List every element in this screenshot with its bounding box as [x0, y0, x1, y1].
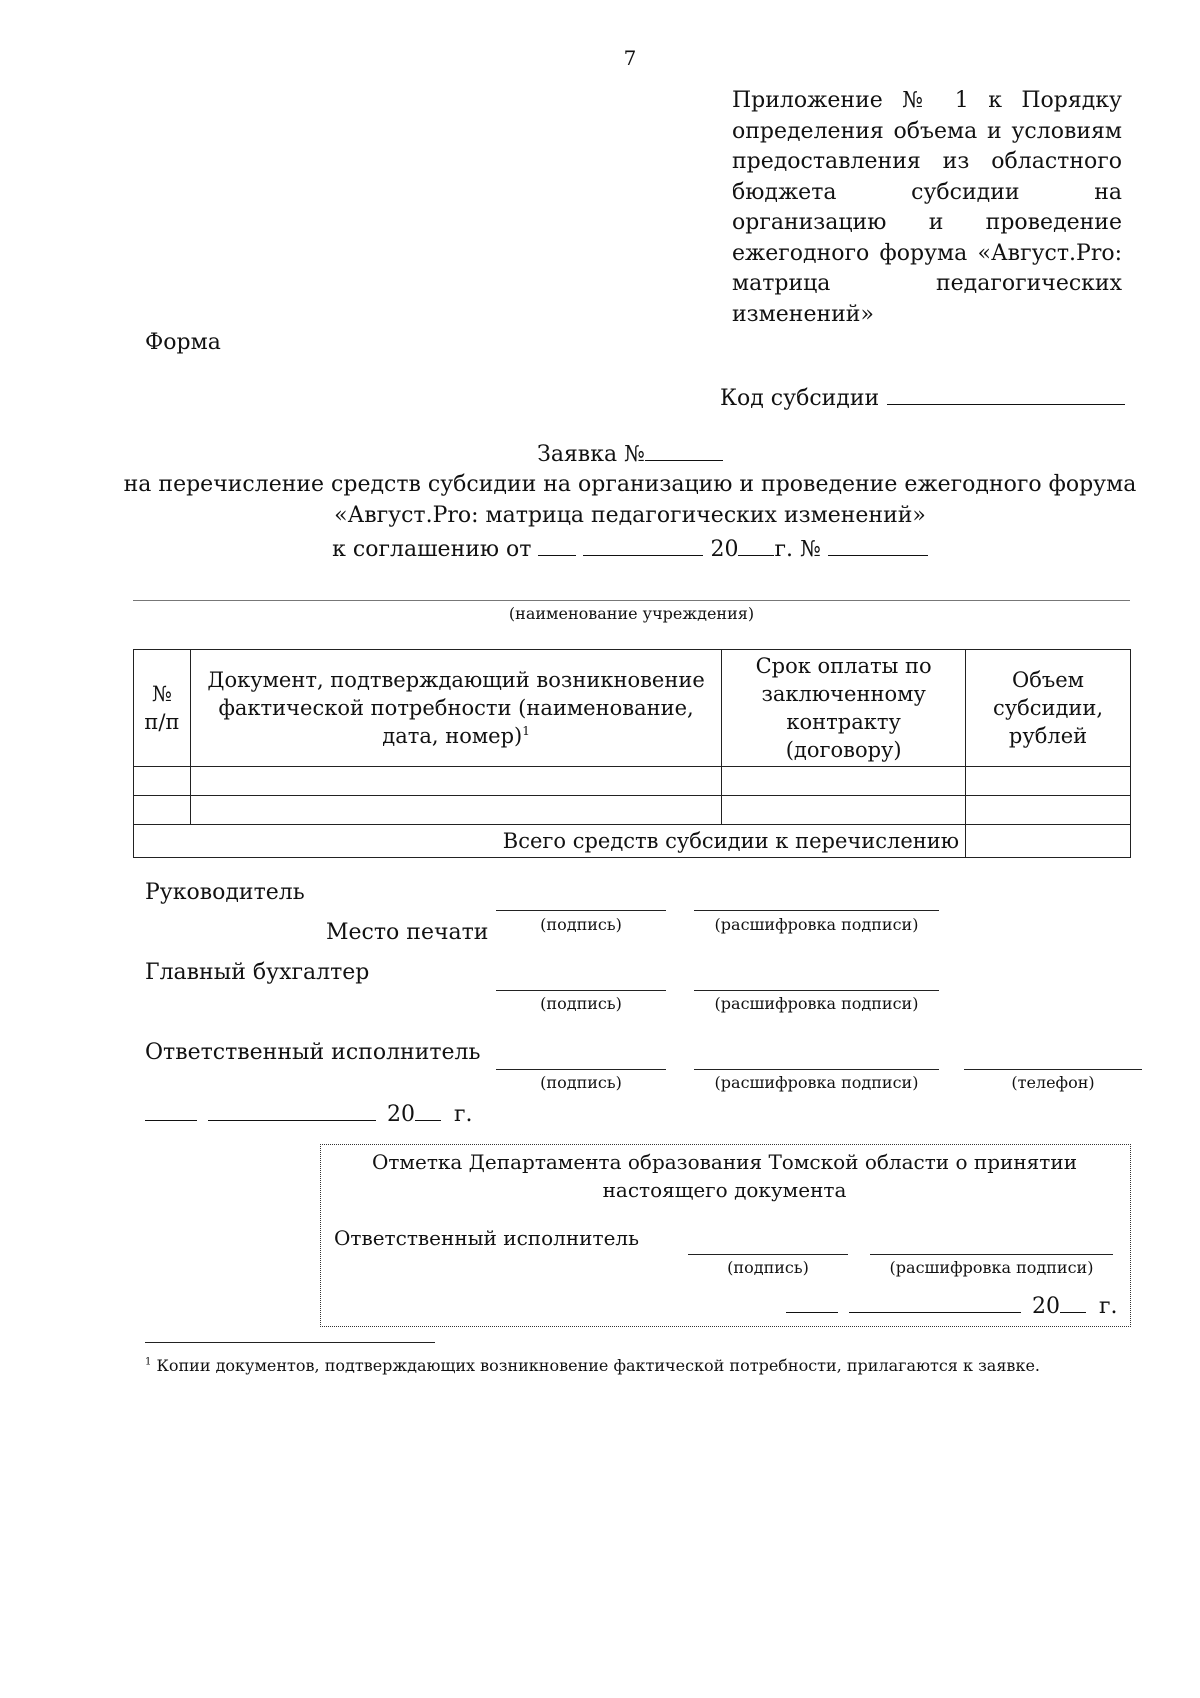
appendix-header	[732, 86, 1122, 330]
footnote-marker: 1	[145, 1356, 152, 1368]
accountant-decode-field[interactable]	[694, 990, 939, 991]
institution-field[interactable]	[133, 600, 1130, 601]
header-term: Срок оплаты по заключенному контракту (договору)	[722, 650, 966, 767]
table-header-row	[134, 650, 1131, 767]
appendix-line: Приложение № 1 к Порядку	[732, 88, 1122, 113]
subsidy-code-field[interactable]	[887, 384, 1125, 405]
date-day-field[interactable]	[145, 1100, 197, 1121]
date-year-suffix: г.	[454, 1102, 473, 1127]
head-signature-field[interactable]	[496, 910, 666, 911]
agreement-line	[0, 535, 1200, 562]
table-total-row	[134, 825, 1131, 858]
executor-phone-caption: (телефон)	[1011, 1073, 1095, 1092]
department-date-month-field[interactable]	[849, 1292, 1021, 1313]
executor-signature-field[interactable]	[496, 1069, 666, 1070]
table-cell[interactable]	[966, 796, 1131, 825]
request-title	[0, 440, 1200, 467]
head-signature-caption: (подпись)	[540, 915, 622, 934]
table-cell[interactable]	[134, 767, 191, 796]
footnote	[145, 1356, 1040, 1375]
page-number: 7	[623, 46, 637, 70]
accountant-label: Главный бухгалтер	[145, 960, 370, 985]
department-signature-field[interactable]	[688, 1254, 848, 1255]
seal-label: Место печати	[326, 920, 489, 945]
table-cell[interactable]	[134, 796, 191, 825]
total-amount-cell[interactable]	[966, 825, 1131, 858]
table-cell[interactable]	[190, 796, 721, 825]
table-cell[interactable]	[190, 767, 721, 796]
department-date-year-field[interactable]	[1060, 1292, 1086, 1313]
appendix-line: предоставления из областного	[732, 149, 1122, 174]
header-amount: Объем субсидии, рублей	[966, 650, 1131, 767]
department-mark-title-line: Отметка Департамента образования Томской области о принятии	[371, 1150, 1078, 1174]
appendix-line: изменений»	[732, 301, 874, 327]
request-subtitle-1: на перечисление средств субсидии на организацию и проведение ежегодного форума	[123, 472, 1137, 497]
department-decode-caption: (расшифровка подписи)	[889, 1258, 1094, 1277]
header-document	[190, 650, 721, 767]
agreement-number-label: г. №	[774, 537, 821, 562]
request-table	[133, 649, 1131, 858]
request-title-label: Заявка №	[537, 442, 645, 467]
executor-decode-field[interactable]	[694, 1069, 939, 1070]
appendix-line: бюджета субсидии на	[732, 179, 1122, 205]
executor-phone-field[interactable]	[964, 1069, 1142, 1070]
department-executor-label: Ответственный исполнитель	[334, 1226, 640, 1250]
agreement-year-field[interactable]	[738, 535, 774, 556]
table-row	[134, 767, 1131, 796]
accountant-decode-caption: (расшифровка подписи)	[714, 994, 919, 1013]
date-year-field[interactable]	[415, 1100, 441, 1121]
institution-caption: (наименование учреждения)	[508, 604, 755, 623]
appendix-line: ежегодного форума «Август.Pro:	[732, 240, 1122, 266]
accountant-signature-caption: (подпись)	[540, 994, 622, 1013]
appendix-line: определения объема и условиям	[732, 118, 1122, 144]
agreement-month-field[interactable]	[583, 535, 703, 556]
date-month-field[interactable]	[208, 1100, 376, 1121]
appendix-line: матрица педагогических	[732, 271, 1122, 296]
executor-label: Ответственный исполнитель	[145, 1040, 481, 1065]
request-subtitle-2: «Август.Pro: матрица педагогических изменений»	[334, 503, 926, 528]
footnote-text: Копии документов, подтверждающих возникновение фактической потребности, прилагаются к заявке.	[156, 1356, 1040, 1375]
form-label: Форма	[145, 330, 221, 355]
agreement-day-field[interactable]	[538, 535, 576, 556]
agreement-number-field[interactable]	[828, 535, 928, 556]
footnote-marker: 1	[522, 724, 530, 738]
department-date-day-field[interactable]	[786, 1292, 838, 1313]
request-number-field[interactable]	[645, 440, 723, 461]
table-cell[interactable]	[722, 796, 966, 825]
department-mark-title	[320, 1148, 1129, 1204]
head-decode-caption: (расшифровка подписи)	[714, 915, 919, 934]
date-year-prefix: 20	[387, 1102, 415, 1127]
table-row	[134, 796, 1131, 825]
executor-decode-caption: (расшифровка подписи)	[714, 1073, 919, 1092]
department-date	[786, 1292, 1118, 1319]
department-mark-title-line: настоящего документа	[602, 1178, 847, 1202]
table-cell[interactable]	[722, 767, 966, 796]
header-num: № п/п	[134, 650, 191, 767]
table-cell[interactable]	[966, 767, 1131, 796]
total-label: Всего средств субсидии к перечислению	[134, 825, 966, 858]
executor-signature-caption: (подпись)	[540, 1073, 622, 1092]
department-decode-field[interactable]	[870, 1254, 1113, 1255]
head-decode-field[interactable]	[694, 910, 939, 911]
signature-date	[145, 1100, 473, 1127]
agreement-year-prefix: 20	[710, 537, 739, 562]
department-date-year-suffix: г.	[1099, 1294, 1118, 1319]
accountant-signature-field[interactable]	[496, 990, 666, 991]
subsidy-code	[720, 384, 1125, 411]
department-signature-caption: (подпись)	[727, 1258, 809, 1277]
head-label: Руководитель	[145, 880, 305, 905]
agreement-prefix: к соглашению от	[332, 537, 532, 562]
header-document-text: Документ, подтверждающий возникновение фактической потребности (наименование, дата, номер)	[207, 668, 705, 748]
subsidy-code-label: Код субсидии	[720, 386, 880, 411]
appendix-line: организацию и проведение	[732, 210, 1122, 235]
footnote-separator	[145, 1342, 435, 1343]
department-date-year-prefix: 20	[1032, 1294, 1060, 1319]
